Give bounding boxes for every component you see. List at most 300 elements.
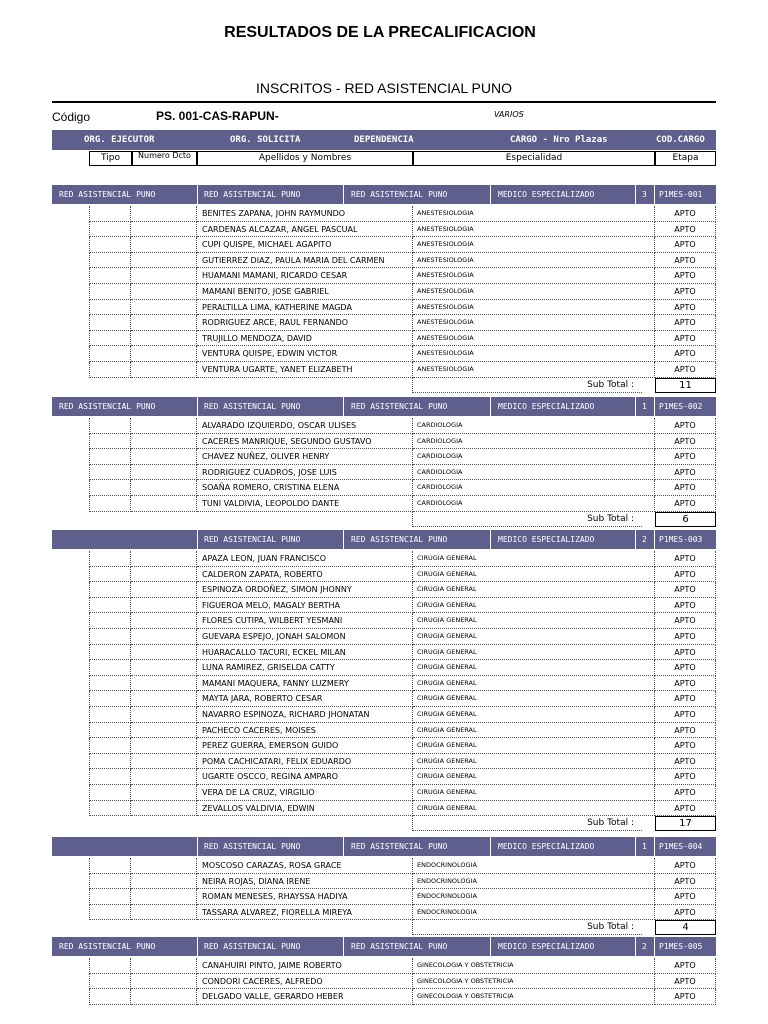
tipo-cell	[89, 496, 131, 512]
bar-separator	[197, 837, 198, 856]
name-cell: CANAHUIRI PINTO, JAIME ROBERTO	[197, 958, 413, 974]
group-header-bar	[52, 397, 716, 416]
name-cell: VERA DE LA CRUZ, VIRGILIO	[197, 785, 413, 801]
numero-cell	[131, 707, 197, 723]
name-cell: TRUJILLO MENDOZA, DAVID	[197, 331, 413, 347]
etapa-cell: APTO	[655, 362, 716, 378]
name-cell: MAMANI BENITO, JOSE GABRIEL	[197, 284, 413, 300]
table-row	[52, 874, 716, 890]
name-cell: ALVARADO IZQUIERDO, OSCAR ULISES	[197, 418, 413, 434]
etapa-cell: APTO	[655, 905, 716, 921]
especialidad-cell: CIRUGIA GENERAL	[413, 754, 655, 770]
group-cod-cargo: P1MES-004	[659, 842, 703, 851]
etapa-cell: APTO	[655, 989, 716, 1005]
etapa-cell: APTO	[655, 331, 716, 347]
name-cell: NAVARRO ESPINOZA, RICHARD JHONATAN	[197, 707, 413, 723]
table-row	[52, 465, 716, 481]
codigo-note: VARIOS	[494, 110, 524, 119]
especialidad-cell: CARDIOLOGIA	[413, 434, 655, 450]
etapa-cell: APTO	[655, 958, 716, 974]
numero-cell	[131, 362, 197, 378]
name-cell: PACHECO CACERES, MOISES	[197, 723, 413, 739]
table-row	[52, 889, 716, 905]
tipo-cell	[89, 362, 131, 378]
numero-cell	[131, 331, 197, 347]
bar-separator	[343, 937, 344, 956]
numero-cell	[131, 769, 197, 785]
table-row	[52, 858, 716, 874]
numero-cell	[131, 801, 197, 817]
group-org-ejecutor: RED ASISTENCIAL PUNO	[59, 402, 156, 411]
name-cell: LUNA RAMIREZ, GRISELDA CATTY	[197, 660, 413, 676]
name-cell: CONDORI CACERES, ALFREDO	[197, 974, 413, 990]
group-cod-cargo: P1MES-003	[659, 535, 703, 544]
group-plazas: 1	[642, 842, 647, 851]
tipo-cell	[89, 858, 131, 874]
group-org-solicita: RED ASISTENCIAL PUNO	[204, 942, 301, 951]
bar-separator	[197, 185, 198, 204]
especialidad-cell: ANESTESIOLOGIA	[413, 253, 655, 269]
name-cell: VENTURA UGARTE, YANET ELIZABETH	[197, 362, 413, 378]
subtotal-value: 6	[655, 512, 716, 527]
numero-cell	[131, 222, 197, 238]
tipo-cell	[89, 754, 131, 770]
group-header-bar	[52, 185, 716, 204]
especialidad-cell: ENDOCRINOLOGIA	[413, 874, 655, 890]
especialidad-cell: CIRUGIA GENERAL	[413, 567, 655, 583]
bar-separator	[490, 397, 491, 416]
especialidad-cell: ANESTESIOLOGIA	[413, 346, 655, 362]
name-cell: POMA CACHICATARI, FELIX EDUARDO	[197, 754, 413, 770]
table-row	[52, 691, 716, 707]
especialidad-cell: CIRUGIA GENERAL	[413, 645, 655, 661]
especialidad-cell: CIRUGIA GENERAL	[413, 660, 655, 676]
tipo-cell	[89, 738, 131, 754]
table-row	[52, 629, 716, 645]
especialidad-cell: ANESTESIOLOGIA	[413, 362, 655, 378]
name-cell: HUARACALLO TACURI, ECKEL MILAN	[197, 645, 413, 661]
table-row	[52, 253, 716, 269]
group-cargo: MEDICO ESPECIALIZADO	[498, 190, 595, 199]
codigo-row	[52, 110, 716, 126]
numero-cell	[131, 567, 197, 583]
table-row	[52, 598, 716, 614]
etapa-cell: APTO	[655, 582, 716, 598]
group-org-solicita: RED ASISTENCIAL PUNO	[204, 535, 301, 544]
table-row	[52, 284, 716, 300]
group-cargo: MEDICO ESPECIALIZADO	[498, 842, 595, 851]
especialidad-cell: CIRUGIA GENERAL	[413, 691, 655, 707]
numero-cell	[131, 206, 197, 222]
name-cell: TUNI VALDIVIA, LEOPOLDO DANTE	[197, 496, 413, 512]
numero-cell	[131, 660, 197, 676]
subtotal-row	[52, 816, 716, 831]
etapa-cell: APTO	[655, 346, 716, 362]
bar-separator	[635, 530, 636, 549]
group-cargo: MEDICO ESPECIALIZADO	[498, 402, 595, 411]
bar-separator	[343, 185, 344, 204]
especialidad-cell: ANESTESIOLOGIA	[413, 315, 655, 331]
etapa-cell: APTO	[655, 629, 716, 645]
table-row	[52, 613, 716, 629]
tipo-cell	[89, 645, 131, 661]
tipo-cell	[89, 418, 131, 434]
numero-cell	[131, 480, 197, 496]
group-header-bar	[52, 530, 716, 549]
especialidad-cell: CIRUGIA GENERAL	[413, 598, 655, 614]
tipo-cell	[89, 237, 131, 253]
name-cell: GUEVARA ESPEJO, JONAH SALOMON	[197, 629, 413, 645]
name-cell: MAMANI MAQUERA, FANNY LUZMERY	[197, 676, 413, 692]
numero-cell	[131, 496, 197, 512]
etapa-cell: APTO	[655, 801, 716, 817]
table-row	[52, 723, 716, 739]
name-cell: CACERES MANRIQUE, SEGUNDO GUSTAVO	[197, 434, 413, 450]
subtotal-value: 11	[655, 378, 716, 393]
group-cod-cargo: P1MES-005	[659, 942, 703, 951]
name-cell: CUPI QUISPE, MICHAEL AGAPITO	[197, 237, 413, 253]
numero-cell	[131, 858, 197, 874]
especialidad-cell: ENDOCRINOLOGIA	[413, 905, 655, 921]
subtotal-value: 17	[655, 816, 716, 831]
bar-separator	[490, 530, 491, 549]
tipo-cell	[89, 691, 131, 707]
table-row	[52, 362, 716, 378]
etapa-cell: APTO	[655, 691, 716, 707]
etapa-cell: APTO	[655, 754, 716, 770]
bar-separator	[635, 185, 636, 204]
etapa-cell: APTO	[655, 206, 716, 222]
tipo-cell	[89, 449, 131, 465]
numero-cell	[131, 284, 197, 300]
numero-cell	[131, 582, 197, 598]
especialidad-cell: ANESTESIOLOGIA	[413, 331, 655, 347]
codigo-label: Código	[52, 110, 91, 124]
group-org-solicita: RED ASISTENCIAL PUNO	[204, 190, 301, 199]
especialidad-cell: CARDIOLOGIA	[413, 449, 655, 465]
table-row	[52, 434, 716, 450]
name-cell: APAZA LEON, JUAN FRANCISCO	[197, 551, 413, 567]
etapa-cell: APTO	[655, 465, 716, 481]
table-row	[52, 496, 716, 512]
table-row	[52, 346, 716, 362]
especialidad-cell: CIRUGIA GENERAL	[413, 738, 655, 754]
etapa-cell: APTO	[655, 723, 716, 739]
numero-cell	[131, 315, 197, 331]
numero-cell	[131, 889, 197, 905]
bar-separator	[654, 937, 655, 956]
group-plazas: 1	[642, 402, 647, 411]
table-row	[52, 237, 716, 253]
table-row	[52, 769, 716, 785]
tipo-cell	[89, 253, 131, 269]
bar-separator	[343, 397, 344, 416]
tipo-cell	[89, 222, 131, 238]
bar-separator	[635, 397, 636, 416]
especialidad-cell: CARDIOLOGIA	[413, 465, 655, 481]
etapa-cell: APTO	[655, 253, 716, 269]
table-row	[52, 738, 716, 754]
especialidad-cell: CIRUGIA GENERAL	[413, 551, 655, 567]
etapa-cell: APTO	[655, 222, 716, 238]
subtotal-label: Sub Total :	[412, 378, 642, 393]
especialidad-cell: GINECOLOGIA Y OBSTETRICIA	[413, 958, 655, 974]
subtotal-row	[52, 920, 716, 935]
table-row	[52, 582, 716, 598]
group-cargo: MEDICO ESPECIALIZADO	[498, 535, 595, 544]
tipo-cell	[89, 465, 131, 481]
name-cell: GUTIERREZ DIAZ, PAULA MARIA DEL CARMEN	[197, 253, 413, 269]
etapa-cell: APTO	[655, 889, 716, 905]
table-row	[52, 801, 716, 817]
especialidad-cell: CIRUGIA GENERAL	[413, 582, 655, 598]
numero-cell	[131, 629, 197, 645]
numero-cell	[131, 905, 197, 921]
group-cod-cargo: P1MES-001	[659, 190, 703, 199]
name-cell: FLORES CUTIPA, WILBERT YESMANI	[197, 613, 413, 629]
group-plazas: 3	[642, 190, 647, 199]
especialidad-cell: ENDOCRINOLOGIA	[413, 889, 655, 905]
table-row	[52, 567, 716, 583]
name-cell: SOAÑA ROMERO, CRISTINA ELENA	[197, 480, 413, 496]
name-cell: PERALTILLA LIMA, KATHERINE MAGDA	[197, 300, 413, 316]
bar-separator	[197, 530, 198, 549]
tipo-cell	[89, 284, 131, 300]
numero-cell	[131, 691, 197, 707]
tipo-cell	[89, 874, 131, 890]
tipo-cell	[89, 707, 131, 723]
etapa-cell: APTO	[655, 567, 716, 583]
numero-cell	[131, 738, 197, 754]
numero-cell	[131, 237, 197, 253]
tipo-cell	[89, 974, 131, 990]
group-dependencia: RED ASISTENCIAL PUNO	[351, 842, 448, 851]
subhdr-etapa: Etapa	[655, 151, 716, 166]
numero-cell	[131, 989, 197, 1005]
tipo-cell	[89, 434, 131, 450]
especialidad-cell: CIRUGIA GENERAL	[413, 707, 655, 723]
numero-cell	[131, 613, 197, 629]
table-row	[52, 206, 716, 222]
subtotal-value: 4	[655, 920, 716, 935]
tipo-cell	[89, 300, 131, 316]
group-cod-cargo: P1MES-002	[659, 402, 703, 411]
numero-cell	[131, 268, 197, 284]
bar-separator	[654, 837, 655, 856]
etapa-cell: APTO	[655, 480, 716, 496]
etapa-cell: APTO	[655, 268, 716, 284]
numero-cell	[131, 418, 197, 434]
tipo-cell	[89, 331, 131, 347]
tipo-cell	[89, 958, 131, 974]
numero-cell	[131, 874, 197, 890]
etapa-cell: APTO	[655, 551, 716, 567]
tipo-cell	[89, 346, 131, 362]
name-cell: PEREZ GUERRA, EMERSON GUIDO	[197, 738, 413, 754]
table-row	[52, 268, 716, 284]
subtotal-label: Sub Total :	[412, 920, 642, 935]
especialidad-cell: GINECOLOGIA Y OBSTETRICIA	[413, 989, 655, 1005]
group-dependencia: RED ASISTENCIAL PUNO	[351, 402, 448, 411]
name-cell: MOSCOSO CARAZAS, ROSA GRACE	[197, 858, 413, 874]
name-cell: NEIRA ROJAS, DIANA IRENE	[197, 874, 413, 890]
etapa-cell: APTO	[655, 858, 716, 874]
numero-cell	[131, 785, 197, 801]
table-row	[52, 315, 716, 331]
tipo-cell	[89, 889, 131, 905]
especialidad-cell: CIRUGIA GENERAL	[413, 785, 655, 801]
bar-separator	[490, 937, 491, 956]
especialidad-cell: CARDIOLOGIA	[413, 496, 655, 512]
hdr-org-solicita: ORG. SOLICITA	[230, 135, 301, 145]
group-dependencia: RED ASISTENCIAL PUNO	[351, 942, 448, 951]
etapa-cell: APTO	[655, 707, 716, 723]
group-org-solicita: RED ASISTENCIAL PUNO	[204, 402, 301, 411]
subtotal-label: Sub Total :	[412, 816, 642, 831]
bar-separator	[654, 530, 655, 549]
numero-cell	[131, 974, 197, 990]
table-row	[52, 785, 716, 801]
page-subtitle: INSCRITOS - RED ASISTENCIAL PUNO	[256, 80, 512, 96]
numero-cell	[131, 958, 197, 974]
bar-separator	[490, 185, 491, 204]
name-cell: ZEVALLOS VALDIVIA, EDWIN	[197, 801, 413, 817]
group-header-bar	[52, 837, 716, 856]
hdr-cod-cargo: COD.CARGO	[656, 135, 705, 145]
column-subheader	[52, 150, 716, 168]
tipo-cell	[89, 567, 131, 583]
bar-separator	[197, 397, 198, 416]
etapa-cell: APTO	[655, 300, 716, 316]
numero-cell	[131, 754, 197, 770]
table-row	[52, 300, 716, 316]
numero-cell	[131, 676, 197, 692]
numero-cell	[131, 723, 197, 739]
tipo-cell	[89, 629, 131, 645]
codigo-value: PS. 001-CAS-RAPUN-	[156, 109, 279, 123]
table-row	[52, 645, 716, 661]
numero-cell	[131, 434, 197, 450]
tipo-cell	[89, 315, 131, 331]
especialidad-cell: CIRUGIA GENERAL	[413, 676, 655, 692]
tipo-cell	[89, 660, 131, 676]
etapa-cell: APTO	[655, 738, 716, 754]
table-row	[52, 989, 716, 1005]
group-org-ejecutor: RED ASISTENCIAL PUNO	[59, 190, 156, 199]
tipo-cell	[89, 989, 131, 1005]
subhdr-tipo: Tipo	[89, 151, 132, 166]
tipo-cell	[89, 551, 131, 567]
group-dependencia: RED ASISTENCIAL PUNO	[351, 190, 448, 199]
etapa-cell: APTO	[655, 874, 716, 890]
name-cell: MAYTA JARA, ROBERTO CESAR	[197, 691, 413, 707]
especialidad-cell: ENDOCRINOLOGIA	[413, 858, 655, 874]
name-cell: RODRIGUEZ ARCE, RAUL FERNANDO	[197, 315, 413, 331]
subtotal-row	[52, 512, 716, 527]
hdr-cargo: CARGO - Nro Plazas	[510, 135, 608, 145]
table-row	[52, 551, 716, 567]
table-row	[52, 974, 716, 990]
table-row	[52, 905, 716, 921]
group-dependencia: RED ASISTENCIAL PUNO	[351, 535, 448, 544]
hdr-dependencia: DEPENDENCIA	[354, 135, 414, 145]
tipo-cell	[89, 480, 131, 496]
subhdr-numero: Numero Dcto	[132, 151, 197, 166]
especialidad-cell: CIRUGIA GENERAL	[413, 769, 655, 785]
table-row	[52, 480, 716, 496]
especialidad-cell: ANESTESIOLOGIA	[413, 222, 655, 238]
bar-separator	[635, 837, 636, 856]
etapa-cell: APTO	[655, 974, 716, 990]
name-cell: CALDERON ZAPATA, ROBERTO	[197, 567, 413, 583]
etapa-cell: APTO	[655, 496, 716, 512]
especialidad-cell: GINECOLOGIA Y OBSTETRICIA	[413, 974, 655, 990]
table-row	[52, 958, 716, 974]
especialidad-cell: CIRUGIA GENERAL	[413, 801, 655, 817]
numero-cell	[131, 645, 197, 661]
subtotal-label: Sub Total :	[412, 512, 642, 527]
etapa-cell: APTO	[655, 676, 716, 692]
tipo-cell	[89, 801, 131, 817]
table-row	[52, 707, 716, 723]
bar-separator	[490, 837, 491, 856]
name-cell: ROMAN MENESES, RHAYSSA HADIYA	[197, 889, 413, 905]
etapa-cell: APTO	[655, 284, 716, 300]
title-rule	[52, 101, 716, 103]
group-plazas: 2	[642, 535, 647, 544]
tipo-cell	[89, 598, 131, 614]
column-header	[52, 130, 716, 150]
bar-separator	[654, 185, 655, 204]
especialidad-cell: CIRUGIA GENERAL	[413, 613, 655, 629]
table-row	[52, 676, 716, 692]
table-row	[52, 331, 716, 347]
table-row	[52, 660, 716, 676]
bar-separator	[343, 530, 344, 549]
etapa-cell: APTO	[655, 237, 716, 253]
numero-cell	[131, 253, 197, 269]
etapa-cell: APTO	[655, 613, 716, 629]
numero-cell	[131, 449, 197, 465]
tipo-cell	[89, 769, 131, 785]
name-cell: ESPINOZA ORDOÑEZ, SIMON JHONNY	[197, 582, 413, 598]
tipo-cell	[89, 905, 131, 921]
tipo-cell	[89, 268, 131, 284]
name-cell: FIGUEROA MELO, MAGALY BERTHA	[197, 598, 413, 614]
page-title: RESULTADOS DE LA PRECALIFICACION	[224, 24, 536, 41]
especialidad-cell: ANESTESIOLOGIA	[413, 237, 655, 253]
numero-cell	[131, 346, 197, 362]
tipo-cell	[89, 206, 131, 222]
etapa-cell: APTO	[655, 315, 716, 331]
group-cargo: MEDICO ESPECIALIZADO	[498, 942, 595, 951]
bar-separator	[343, 837, 344, 856]
etapa-cell: APTO	[655, 660, 716, 676]
tipo-cell	[89, 723, 131, 739]
subtotal-row	[52, 378, 716, 393]
table-row	[52, 418, 716, 434]
numero-cell	[131, 598, 197, 614]
especialidad-cell: ANESTESIOLOGIA	[413, 268, 655, 284]
tipo-cell	[89, 785, 131, 801]
group-header-bar	[52, 937, 716, 956]
subhdr-apellidos: Apellidos y Nombres	[197, 151, 413, 166]
bar-separator	[654, 397, 655, 416]
numero-cell	[131, 300, 197, 316]
etapa-cell: APTO	[655, 769, 716, 785]
especialidad-cell: ANESTESIOLOGIA	[413, 206, 655, 222]
name-cell: RODRIGUEZ CUADROS, JOSE LUIS	[197, 465, 413, 481]
